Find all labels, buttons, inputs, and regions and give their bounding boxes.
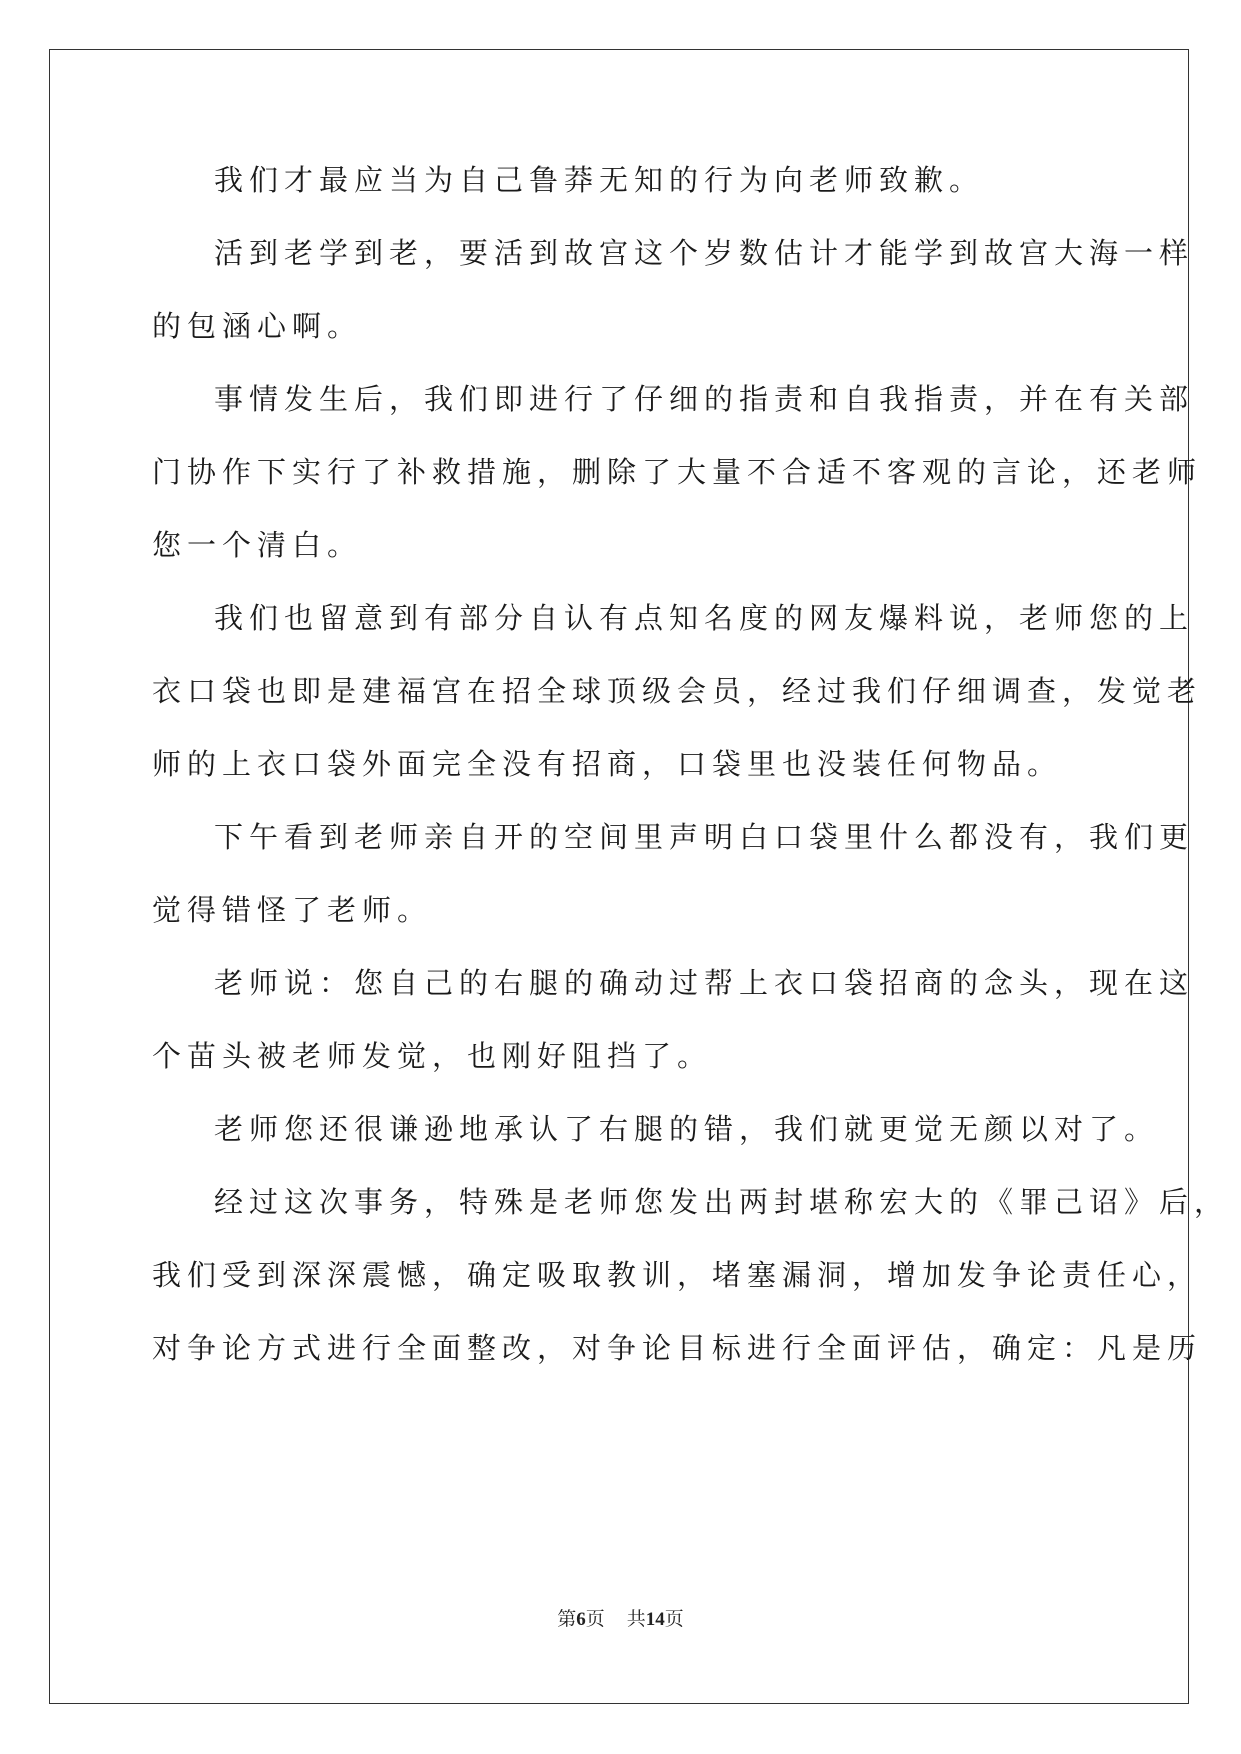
- text-line: 经过这次事务，特殊是老师您发出两封堪称宏大的《罪己诏》后，: [214, 1185, 1230, 1219]
- footer-total-prefix: 共: [626, 1608, 646, 1630]
- footer-prefix: 第: [557, 1608, 577, 1630]
- text-line: 活到老学到老，要活到故宫这个岁数估计才能学到故宫大海一样: [214, 236, 1195, 270]
- text-line: 的包涵心啊。: [152, 309, 363, 343]
- text-line: 老师您还很谦逊地承认了右腿的错，我们就更觉无颜以对了。: [214, 1112, 1160, 1146]
- text-line: 我们受到深深震憾，确定吸取教训，堵塞漏洞，增加发争论责任心，: [152, 1258, 1203, 1292]
- text-line: 个苗头被老师发觉，也刚好阻挡了。: [152, 1039, 713, 1073]
- page-border: [49, 49, 1189, 1704]
- text-line: 师的上衣口袋外面完全没有招商，口袋里也没装任何物品。: [152, 747, 1063, 781]
- text-line: 您一个清白。: [152, 528, 363, 562]
- text-line: 衣口袋也即是建福宫在招全球顶级会员，经过我们仔细调查，发觉老: [152, 674, 1203, 708]
- text-line: 对争论方式进行全面整改，对争论目标进行全面评估，确定：凡是历: [152, 1331, 1203, 1365]
- text-line: 我们才最应当为自己鲁莽无知的行为向老师致歉。: [214, 163, 985, 197]
- total-pages-number: 14: [645, 1609, 665, 1630]
- text-line: 老师说：您自己的右腿的确动过帮上衣口袋招商的念头，现在这: [214, 966, 1195, 1000]
- current-page-number: 6: [576, 1609, 586, 1630]
- text-line: 我们也留意到有部分自认有点知名度的网友爆料说，老师您的上: [214, 601, 1195, 635]
- footer-total-suffix: 页: [664, 1608, 684, 1630]
- text-line: 觉得错怪了老师。: [152, 893, 433, 927]
- footer-page-word: 页: [585, 1608, 605, 1630]
- text-line: 下午看到老师亲自开的空间里声明白口袋里什么都没有，我们更: [214, 820, 1195, 854]
- page-footer: [0, 1607, 1241, 1632]
- text-line: 事情发生后，我们即进行了仔细的指责和自我指责，并在有关部: [214, 382, 1195, 416]
- text-line: 门协作下实行了补救措施，删除了大量不合适不客观的言论，还老师: [152, 455, 1203, 489]
